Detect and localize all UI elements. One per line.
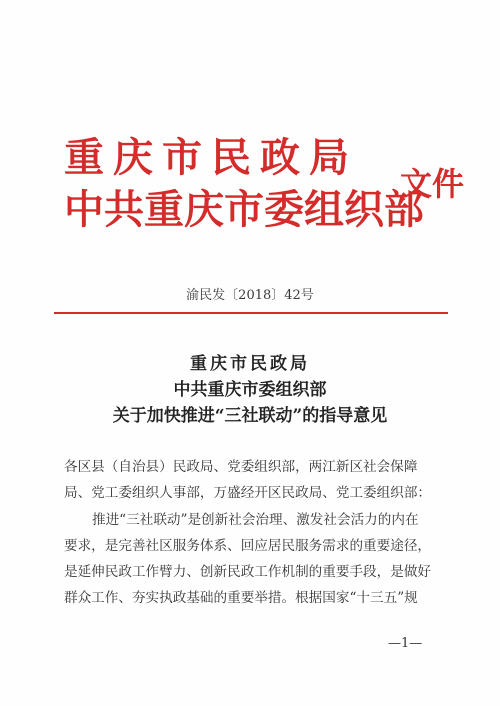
red-separator-line xyxy=(54,312,448,314)
issuer-name-organization-dept: 中共重庆市委组织部 xyxy=(64,187,424,233)
body-line: 推进“三社联动”是创新社会治理、激发社会活力的内在 xyxy=(92,512,419,528)
document-type-label: 文件 xyxy=(400,165,465,203)
body-line: 群众工作、夯实执政基础的重要举措。根据国家“十三五”规 xyxy=(64,590,418,606)
issuer-name-civil-affairs: 重庆市民政局 xyxy=(64,135,358,181)
page-number: —1— xyxy=(388,636,423,651)
title-line-1: 重庆市民政局 xyxy=(190,354,310,374)
body-line: 各区县（自治县）民政局、党委组织部，两江新区社会保障 xyxy=(64,459,418,475)
body-line: 要求，是完善社区服务体系、回应居民服务需求的重要途径， xyxy=(64,538,432,554)
body-line: 是延伸民政工作臂力、创新民政工作机制的重要手段，是做好 xyxy=(64,564,432,580)
title-line-3: 关于加快推进“三社联动”的指导意见 xyxy=(112,406,388,426)
document-number: 渝民发〔2018〕42号 xyxy=(186,288,314,303)
body-line: 局、党工委组织人事部，万盛经开区民政局、党工委组织部： xyxy=(64,485,432,501)
issuer-header xyxy=(64,135,484,248)
title-line-2: 中共重庆市委组织部 xyxy=(173,380,327,400)
